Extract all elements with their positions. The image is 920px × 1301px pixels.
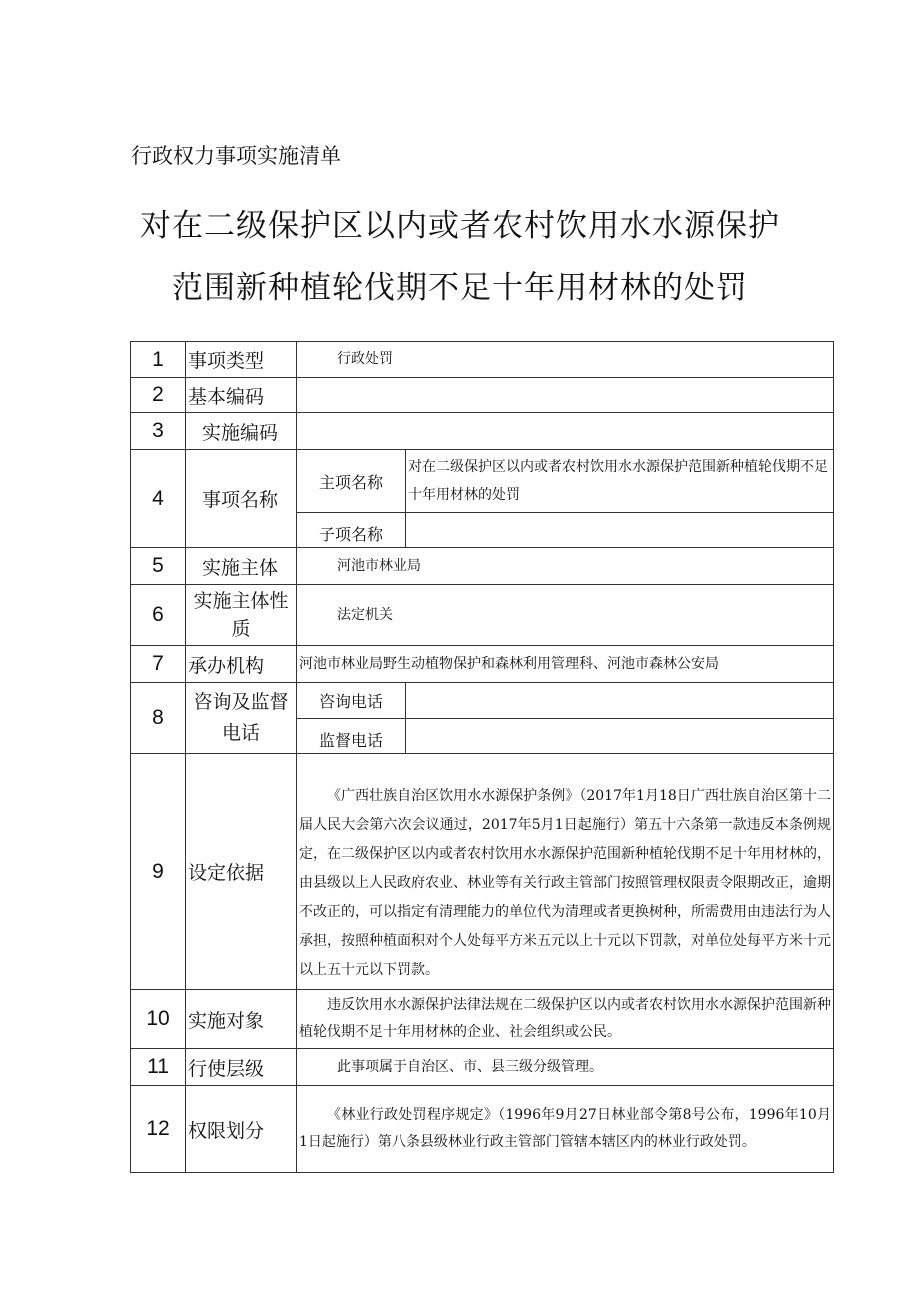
target-text: 违反饮用水水源保护法律法规在二级保护区以内或者农村饮用水水源保护范围新种植轮伐期不足十年用材林的企业、社会组织或公民。 (299, 997, 831, 1040)
row-number: 8 (131, 683, 186, 754)
table-row (131, 450, 834, 513)
row-label: 实施主体性质 (186, 585, 297, 646)
row-label: 承办机构 (186, 646, 297, 683)
sub-item-value (406, 513, 834, 548)
row-label: 行使层级 (186, 1049, 297, 1086)
authority-text: 《林业行政处罚程序规定》（1996年9月27日林业部令第8号公布，1996年10月1日起施行）第八条县级林业行政主管部门管辖本辖区内的林业行政处罚。 (299, 1107, 831, 1150)
sub-item-label: 子项名称 (297, 513, 406, 548)
row-label: 事项类型 (186, 342, 297, 378)
row-label: 咨询及监督电话 (186, 683, 297, 754)
table-row (131, 754, 834, 990)
page-title-line2: 范围新种植轮伐期不足十年用材林的处罚 (172, 270, 748, 306)
main-item-value: 对在二级保护区以内或者农村饮用水水源保护范围新种植轮伐期不足十年用材林的处罚 (406, 450, 834, 513)
row-value: 河池市林业局 (297, 548, 834, 585)
table-row (131, 990, 834, 1049)
row-value: 河池市林业局野生动植物保护和森林利用管理科、河池市森林公安局 (297, 646, 834, 683)
table-row (131, 548, 834, 585)
row-value (297, 378, 834, 413)
row-number: 11 (131, 1049, 186, 1086)
row-value: 行政处罚 (297, 342, 834, 378)
row-label: 实施主体 (186, 548, 297, 585)
table-row (131, 585, 834, 646)
row-value: 法定机关 (297, 585, 834, 646)
table-row (131, 646, 834, 683)
row-number: 10 (131, 990, 186, 1049)
row-number: 6 (131, 585, 186, 646)
page-title-line1: 对在二级保护区以内或者农村饮用水水源保护 (140, 208, 780, 244)
row-value (297, 990, 834, 1049)
row-number: 12 (131, 1086, 186, 1173)
main-item-label: 主项名称 (297, 450, 406, 513)
row-value (297, 413, 834, 450)
row-label: 设定依据 (186, 754, 297, 990)
row-number: 7 (131, 646, 186, 683)
row-number: 2 (131, 378, 186, 413)
document-label: 行政权力事项实施清单 (131, 144, 341, 168)
row-value (297, 1086, 834, 1173)
row-number: 9 (131, 754, 186, 990)
row-value: 此事项属于自治区、市、县三级分级管理。 (297, 1049, 834, 1086)
row-label: 权限划分 (186, 1086, 297, 1173)
row-number: 1 (131, 342, 186, 378)
item-table (130, 341, 834, 1173)
row-number: 5 (131, 548, 186, 585)
supervise-phone-label: 监督电话 (297, 719, 406, 754)
table-row (131, 683, 834, 719)
table-row (131, 342, 834, 378)
consult-phone-value (406, 683, 834, 719)
row-label: 基本编码 (186, 378, 297, 413)
row-number: 3 (131, 413, 186, 450)
row-label: 实施编码 (186, 413, 297, 450)
row-value (297, 754, 834, 990)
table-row (131, 1049, 834, 1086)
legal-basis-text: 《广西壮族自治区饮用水水源保护条例》（2017年1月18日广西壮族自治区第十二届人民大会第六次会议通过，2017年5月1日起施行）第五十六条第一款违反本条例规定，在二级保护区以内或者农村饮用水水源保护范围新种植轮伐期不足十年用材林的，由县级以上人民政府农业、林业等有关行政主管部门按照管理权限责令限期改正，逾期不改正的，可以指定有清理能力的单位代为清理或者更换树种，所需费用由违法行为人承担，按照种植面积对个人处每平方米五元以上十元以下罚款，对单位处每平方米十元以上五十元以下罚款。 (299, 788, 831, 978)
table-row (131, 413, 834, 450)
consult-phone-label: 咨询电话 (297, 683, 406, 719)
supervise-phone-value (406, 719, 834, 754)
table-row (131, 378, 834, 413)
row-label: 事项名称 (186, 450, 297, 548)
row-label: 实施对象 (186, 990, 297, 1049)
row-number: 4 (131, 450, 186, 548)
table-row (131, 1086, 834, 1173)
